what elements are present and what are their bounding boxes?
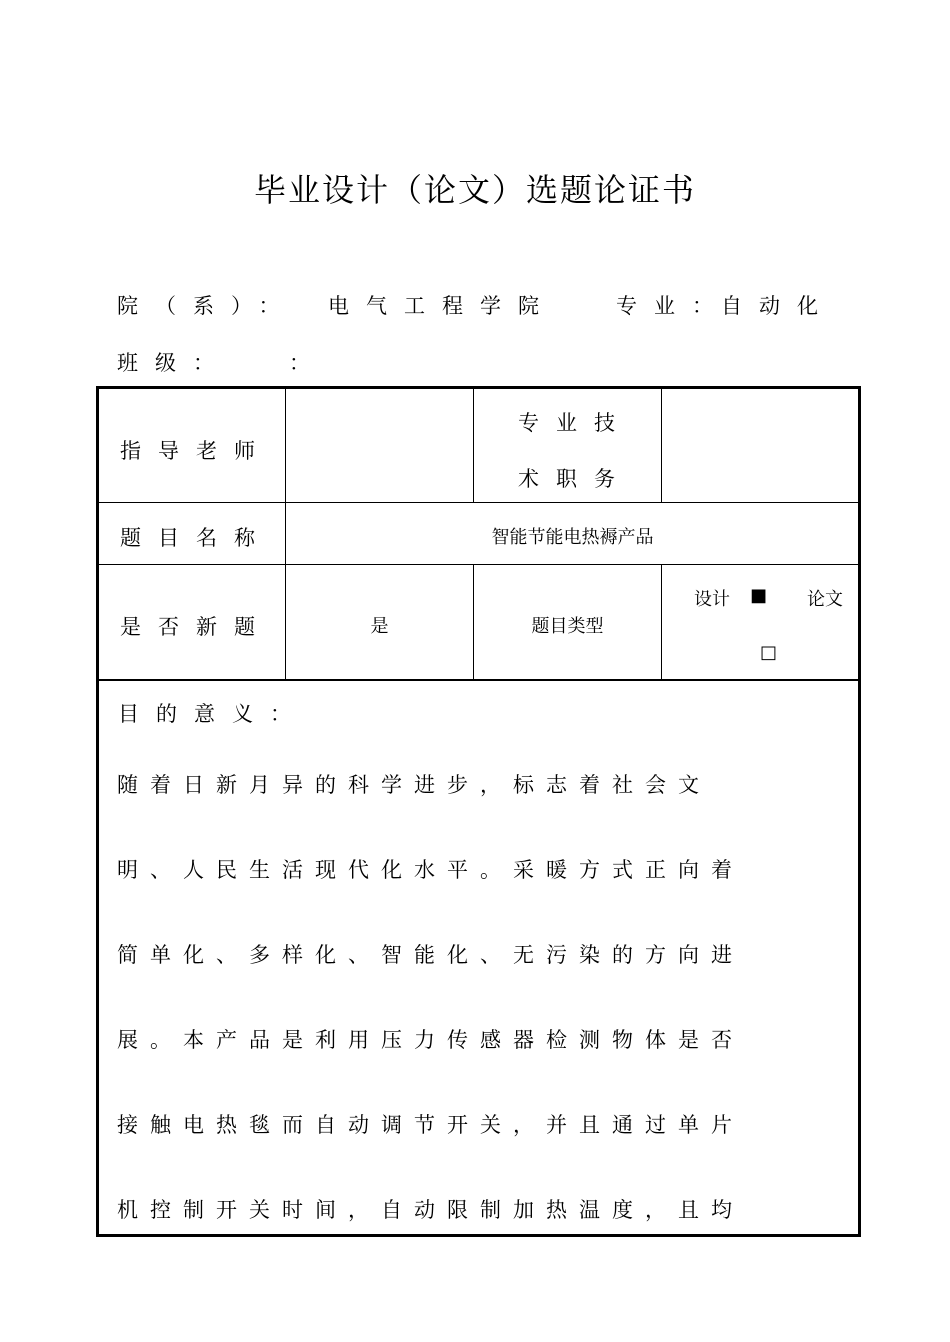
purpose-line: 随着日新月异的科学进步，标志着社会文 xyxy=(117,773,711,797)
type-thesis-checkbox: □ xyxy=(760,642,778,663)
purpose-line: 明、人民生活现代化水平。采暖方式正向着 xyxy=(117,858,744,882)
class-label: 班级： xyxy=(117,351,231,375)
topic-type-label: 题目类型 xyxy=(531,616,604,637)
type-design-checkbox: ■ xyxy=(750,585,768,606)
new-topic-label: 是否新题 xyxy=(120,615,272,639)
topic-value: 智能节能电热褥产品 xyxy=(491,527,654,548)
topic-label: 题目名称 xyxy=(120,526,272,550)
purpose-line: 机控制开关时间，自动限制加热温度，且均 xyxy=(117,1198,744,1222)
purpose-line: 简单化、多样化、智能化、无污染的方向进 xyxy=(117,943,744,967)
major-value: 自动化 xyxy=(721,294,835,318)
department-value: 电气工程学院 xyxy=(328,294,556,318)
document-title: 毕业设计（论文）选题论证书 xyxy=(253,171,696,209)
title-rank-label-line1: 专业技 xyxy=(518,411,632,435)
new-topic-value: 是 xyxy=(370,616,389,637)
class-extra: ： xyxy=(289,351,310,375)
purpose-line: 接触电热毯而自动调节开关，并且通过单片 xyxy=(117,1113,744,1137)
type-thesis-label: 论文 xyxy=(807,589,843,610)
major-label: 专业： xyxy=(616,294,730,318)
type-design-label: 设计 xyxy=(694,589,730,610)
department-label: 院（系）： xyxy=(117,294,297,318)
title-rank-label-line2: 术职务 xyxy=(518,467,632,491)
advisor-label: 指导老师 xyxy=(120,439,272,463)
purpose-line: 展。本产品是利用压力传感器检测物体是否 xyxy=(117,1028,744,1052)
purpose-label: 目的意义： xyxy=(118,702,308,726)
